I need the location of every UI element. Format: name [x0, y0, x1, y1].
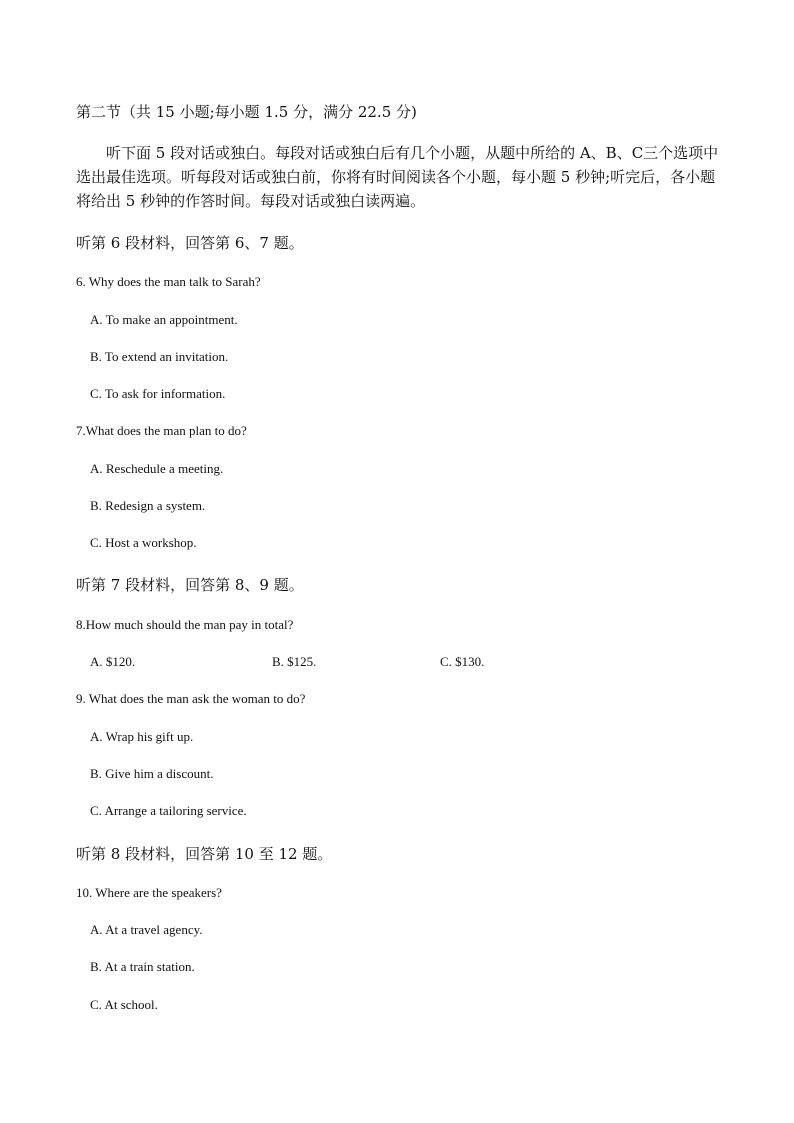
- question-stem: 7.What does the man plan to do?: [76, 423, 247, 438]
- answer-option: A. At a travel agency.: [90, 922, 203, 937]
- group-heading: 听第 6 段材料，回答第 6、7 题。: [76, 234, 304, 252]
- answer-option: B. At a train station.: [90, 959, 195, 974]
- section-header: 第二节（共 15 小题;每小题 1.5 分，满分 22.5 分): [76, 103, 417, 121]
- answer-option: A. Reschedule a meeting.: [90, 461, 224, 476]
- answer-option: A. $120.: [90, 654, 136, 669]
- group-heading: 听第 7 段材料，回答第 8、9 题。: [76, 576, 304, 594]
- question-stem: 9. What does the man ask the woman to do?: [76, 691, 306, 706]
- answer-option: B. $125.: [272, 654, 317, 669]
- instructions-paragraph: 听下面 5 段对话或独白。每段对话或独白后有几个小题，从题中所给的 A、B、C三个选项中选出最佳选项。听每段对话或独白前，你将有时间阅读各个小题，每小题 5 秒钟;听完后，各小题将给出 5 秒钟的作答时间。每段对话或独白读两遍。: [76, 144, 719, 210]
- group-heading: 听第 8 段材料，回答第 10 至 12 题。: [76, 845, 333, 863]
- answer-option: B. Redesign a system.: [90, 498, 206, 513]
- question-stem: 6. Why does the man talk to Sarah?: [76, 274, 261, 289]
- answer-option: C. At school.: [90, 997, 158, 1012]
- answer-option: C. Arrange a tailoring service.: [90, 803, 247, 818]
- answer-option: C. $130.: [440, 654, 485, 669]
- answer-option: A. To make an appointment.: [90, 312, 238, 327]
- question-stem: 10. Where are the speakers?: [76, 885, 222, 900]
- answer-option: C. To ask for information.: [90, 386, 226, 401]
- answer-option: B. Give him a discount.: [90, 766, 214, 781]
- question-stem: 8.How much should the man pay in total?: [76, 617, 294, 632]
- answer-option: C. Host a workshop.: [90, 535, 197, 550]
- answer-option: A. Wrap his gift up.: [90, 729, 194, 744]
- answer-option: B. To extend an invitation.: [90, 349, 229, 364]
